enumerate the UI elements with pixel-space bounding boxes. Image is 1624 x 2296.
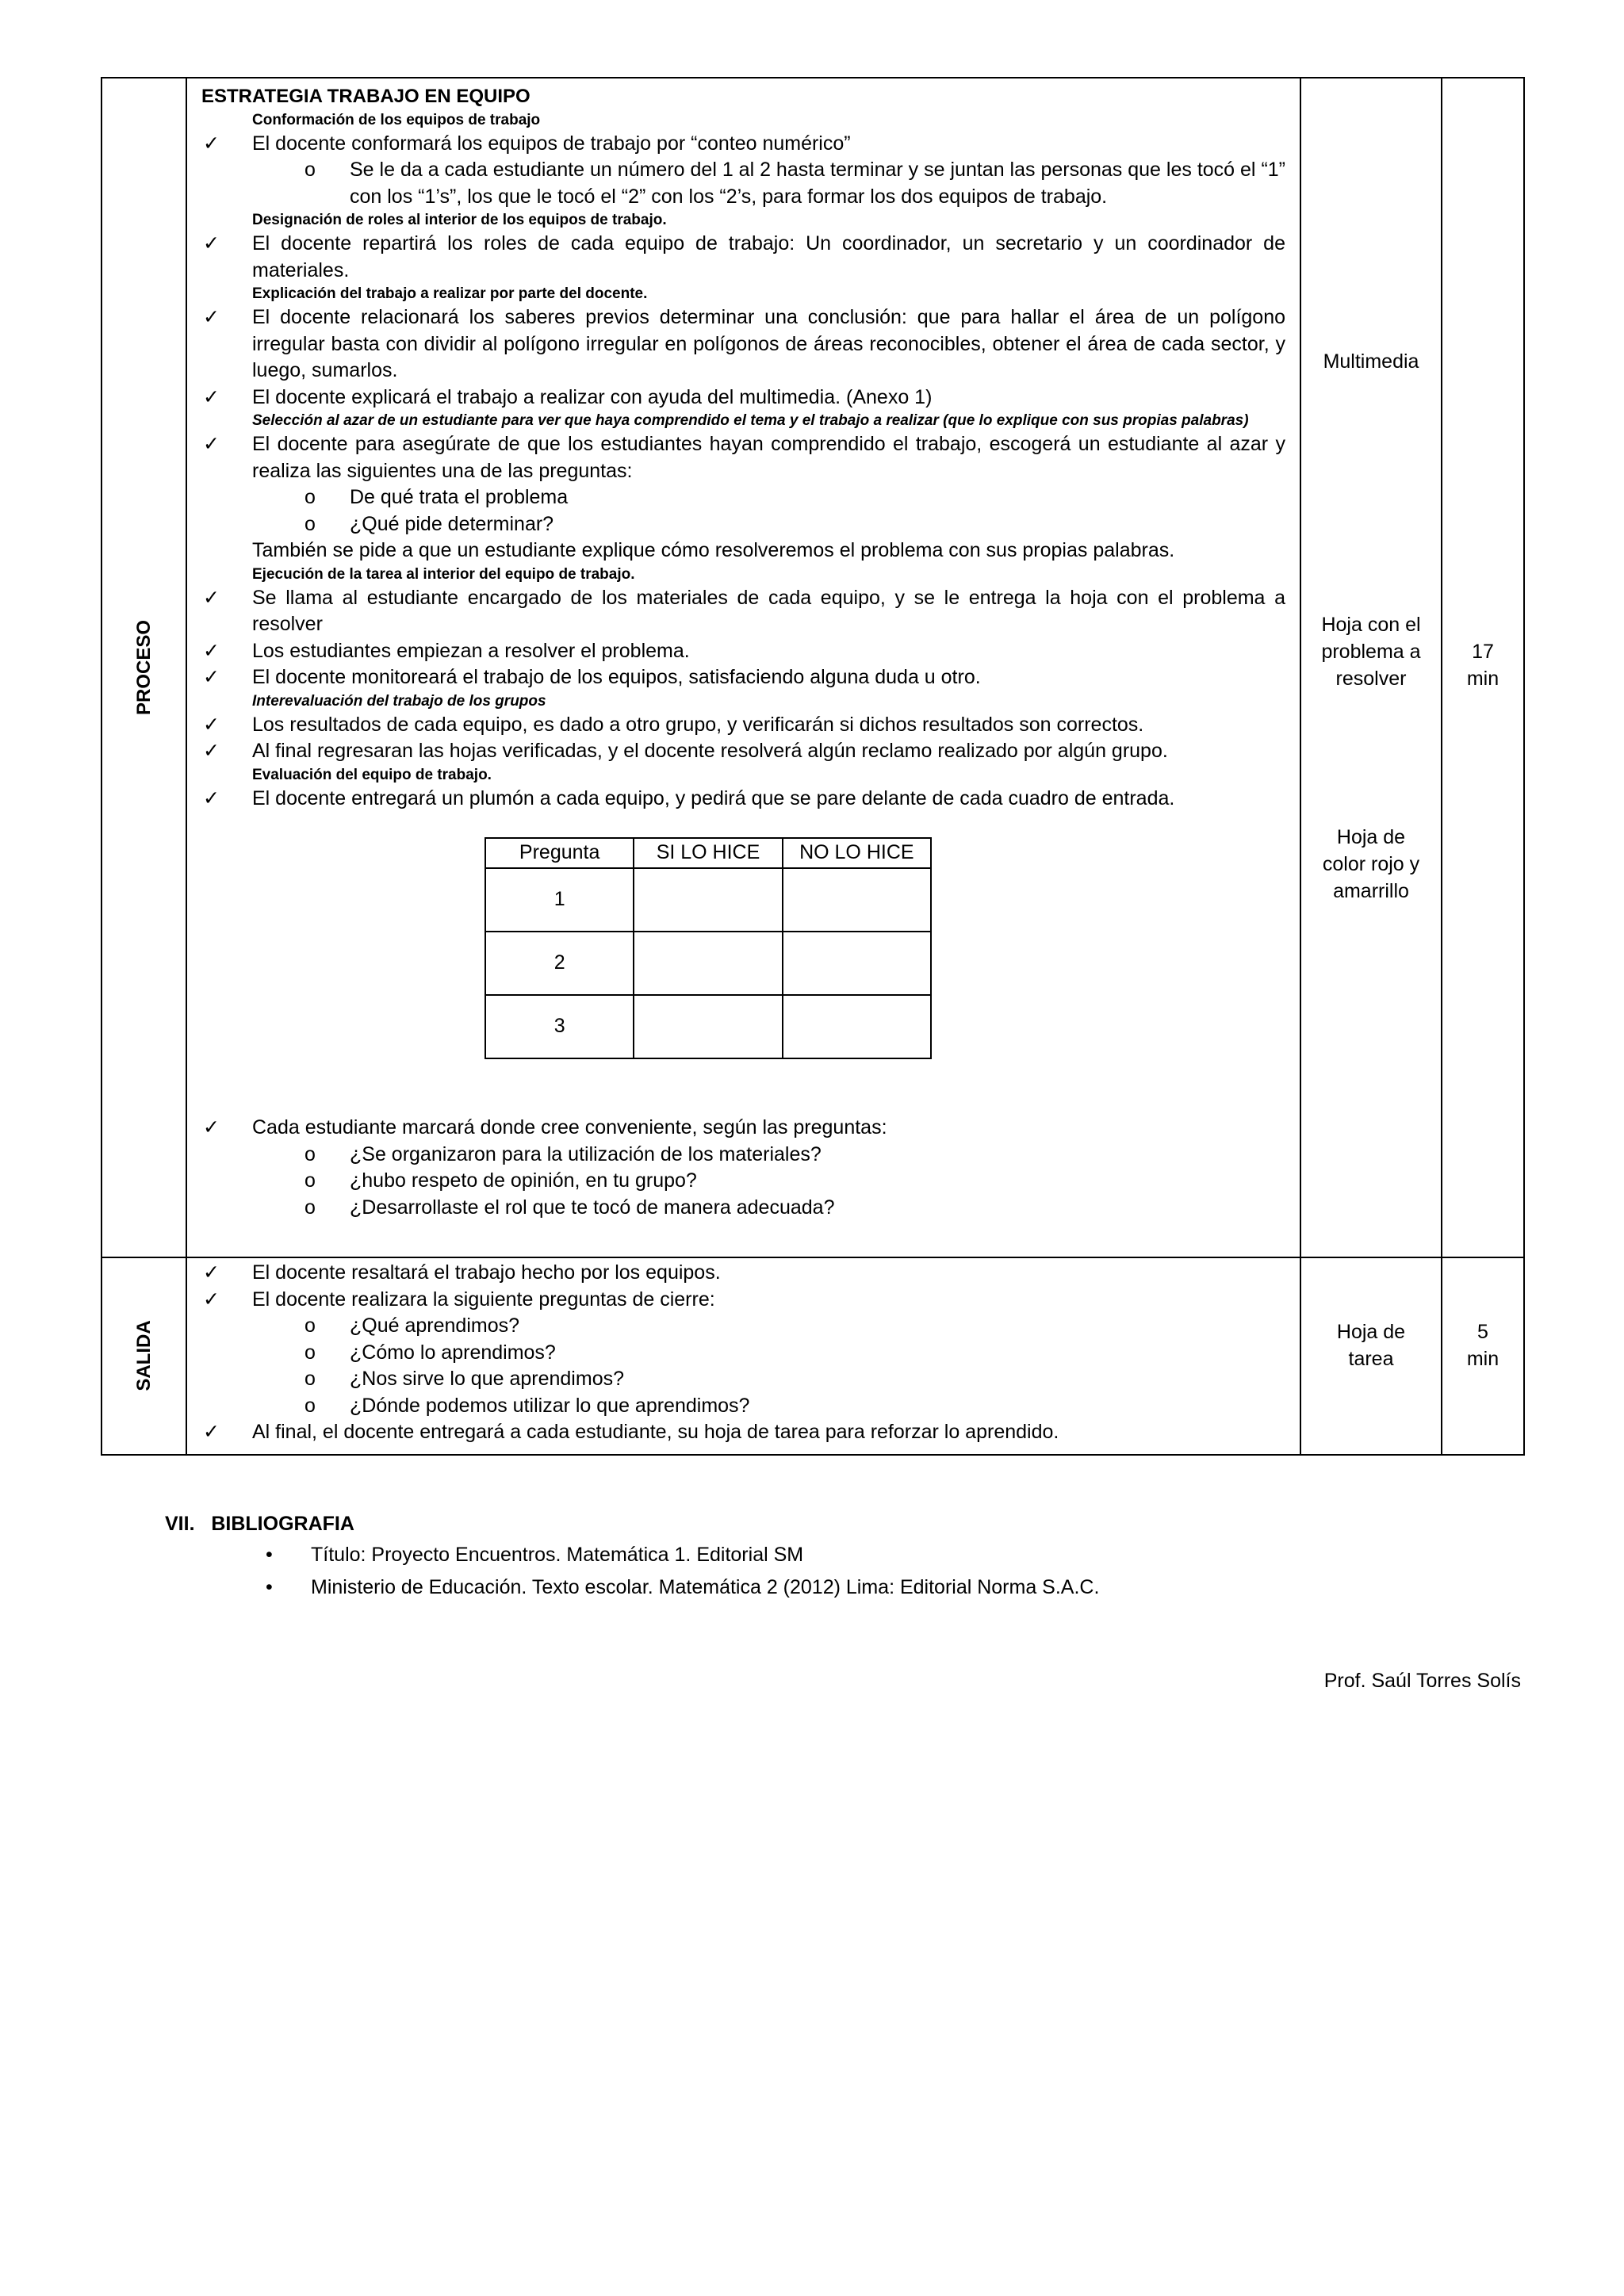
no-lo-hice-cell[interactable] [783,932,931,995]
table-row [485,932,931,995]
list-item: ✓ Se llama al estudiante encargado de los materiales de cada equipo, y se le entrega la hoja con el problema a resolver [203,586,1285,635]
section-title: Interevaluación del trabajo de los grupos [252,692,546,710]
lesson-table [101,77,1525,1456]
sub-list-item: o ¿Cómo lo aprendimos? [201,1340,1285,1367]
list-item: ✓ El docente resaltará el trabajo hecho por los equipos. [201,1260,1285,1287]
circle-bullet-icon: o [304,1142,316,1165]
table-row [485,868,931,932]
list-item: ✓ El docente entregará un plumón a cada equipo, y pedirá que se pare delante de cada cuadro de entrada. [201,786,1285,813]
circle-bullet-icon: o [304,1341,316,1364]
sub-list-item: o De qué trata el problema [201,484,1285,511]
bibliography-item: • Título: Proyecto Encuentros. Matemática 1. Editorial SM [311,1539,1099,1571]
list-item: ✓ Los estudiantes empiezan a resolver el problema. [201,638,1285,665]
list-item: ✓ El docente repartirá los roles de cada equipo de trabajo: Un coordinador, un secretario y un coordinador de materiales. [203,232,1285,281]
list-item: ✓ Los resultados de cada equipo, es dado a otro grupo, y verificarán si dichos resultados son correctos. [201,712,1285,739]
list-item: ✓ El docente realizara la siguiente preguntas de cierre: [201,1287,1285,1314]
check-icon: ✓ [203,786,220,809]
no-lo-hice-cell[interactable] [783,868,931,932]
resource-hoja-problema: Hoja con el problema a resolver [1321,614,1421,690]
list-item: ✓ Cada estudiante marcará donde cree conveniente, según las preguntas: [201,1115,1285,1142]
circle-bullet-icon: o [304,1169,316,1192]
check-icon: ✓ [203,132,220,155]
circle-bullet-icon: o [304,512,316,535]
proceso-content-cell [186,78,1300,1257]
proceso-label: PROCESO [132,619,155,716]
si-lo-hice-cell[interactable] [634,995,782,1058]
resource-hoja-tarea: Hoja de tarea [1336,1321,1406,1370]
column-header: NO LO HICE [783,838,931,868]
circle-bullet-icon: o [304,159,316,181]
salida-label: SALIDA [132,1320,155,1391]
strategy-title: ESTRATEGIA TRABAJO EN EQUIPO [201,86,530,107]
bullet-icon: • [266,1544,273,1566]
check-icon: ✓ [203,1261,220,1284]
table-row [485,995,931,1058]
section-title: Explicación del trabajo a realizar por parte del docente. [252,285,648,302]
proceso-time-cell [1442,78,1524,1257]
section-title: Ejecución de la tarea al interior del equipo de trabajo. [252,565,635,583]
section-title: Conformación de los equipos de trabajo [252,111,541,128]
check-icon: ✓ [203,1288,220,1311]
sub-list-item: o ¿Qué pide determinar? [201,511,1285,538]
proceso-resources-cell [1300,78,1442,1257]
check-icon: ✓ [203,666,220,688]
sub-list-item: o ¿hubo respeto de opinión, en tu grupo? [201,1168,1285,1195]
proceso-time: 17 min [1466,641,1500,690]
resource-multimedia: Multimedia [1323,350,1419,373]
circle-bullet-icon: o [304,1368,316,1390]
section-title: Selección al azar de un estudiante para ver que haya comprendido el tema y el trabajo a realizar (que lo explique con sus propias palabras) [252,412,1249,429]
check-icon: ✓ [203,306,220,328]
check-icon: ✓ [203,1421,220,1443]
paragraph: También se pide a que un estudiante explique cómo resolveremos el problema con sus propias palabras. [252,539,1175,561]
list-item: ✓ El docente monitoreará el trabajo de los equipos, satisfaciendo alguna duda u otro. [201,664,1285,691]
bibliography-title: VII. BIBLIOGRAFIA [165,1513,354,1535]
check-icon: ✓ [203,1116,220,1138]
list-item: ✓ Al final, el docente entregará a cada estudiante, su hoja de tarea para reforzar lo aprendido. [201,1419,1285,1446]
bibliography-section [165,1513,1099,1604]
sub-list-item: o ¿Qué aprendimos? [201,1313,1285,1340]
section-title: Designación de roles al interior de los equipos de trabajo. [252,212,667,228]
sub-list-item: o ¿Dónde podemos utilizar lo que aprendimos? [201,1393,1285,1420]
salida-phase-cell [102,1257,186,1455]
question-number: 3 [485,995,634,1058]
check-icon: ✓ [203,232,220,254]
circle-bullet-icon: o [304,1196,316,1219]
circle-bullet-icon: o [304,486,316,508]
circle-bullet-icon: o [304,1314,316,1337]
sub-list-item: o ¿Nos sirve lo que aprendimos? [201,1366,1285,1393]
resource-hoja-color: Hoja de color rojo y amarrillo [1322,826,1420,902]
evaluation-table [485,837,932,1059]
proceso-row [102,78,1524,1257]
salida-row [102,1257,1524,1455]
list-item: ✓ El docente para asegúrate de que los estudiantes hayan comprendido el trabajo, escogerá un estudiante al azar y realiza las siguientes una de las preguntas: [203,433,1285,482]
salida-time-cell [1442,1257,1524,1455]
list-item: ✓ Al final regresaran las hojas verificadas, y el docente resolverá algún reclamo realizado por algún grupo. [201,738,1285,765]
column-header: SI LO HICE [634,838,782,868]
check-icon: ✓ [203,433,220,455]
question-number: 1 [485,868,634,932]
sub-list-item: o ¿Desarrollaste el rol que te tocó de manera adecuada? [201,1195,1285,1222]
sub-list-item: o Se le da a cada estudiante un número del 1 al 2 hasta terminar y se juntan las personas que les tocó el “1” con los “1’s”, los que le tocó el “2” con los “2’s, para formar los dos equipos de trabajo. [304,159,1285,208]
check-icon: ✓ [203,740,220,762]
section-title: Evaluación del equipo de trabajo. [252,766,492,783]
si-lo-hice-cell[interactable] [634,868,782,932]
circle-bullet-icon: o [304,1394,316,1417]
check-icon: ✓ [203,639,220,662]
check-icon: ✓ [203,586,220,609]
salida-time: 5 min [1466,1321,1500,1370]
bibliography-item: • Ministerio de Educación. Texto escolar. Matemática 2 (2012) Lima: Editorial Norma S.A.C. [311,1571,1099,1604]
signature: Prof. Saúl Torres Solís [1323,1670,1521,1692]
sub-list-item: o ¿Se organizaron para la utilización de los materiales? [201,1142,1285,1169]
bullet-icon: • [266,1576,273,1598]
list-item: ✓ El docente relacionará los saberes previos determinar una conclusión: que para hallar el área de un polígono irregular basta con dividir al polígono irregular en polígonos de áreas reconocibles, obtener el área de cada sector, y luego, sumarlos. [203,306,1285,381]
column-header: Pregunta [485,838,634,868]
question-number: 2 [485,932,634,995]
salida-resources-cell [1300,1257,1442,1455]
salida-content-cell [186,1257,1300,1455]
list-item: ✓ El docente conformará los equipos de trabajo por “conteo numérico” [201,131,1285,158]
proceso-phase-cell [102,78,186,1257]
si-lo-hice-cell[interactable] [634,932,782,995]
check-icon: ✓ [203,713,220,736]
no-lo-hice-cell[interactable] [783,995,931,1058]
list-item: ✓ El docente explicará el trabajo a realizar con ayuda del multimedia. (Anexo 1) [201,385,1285,411]
check-icon: ✓ [203,385,220,408]
